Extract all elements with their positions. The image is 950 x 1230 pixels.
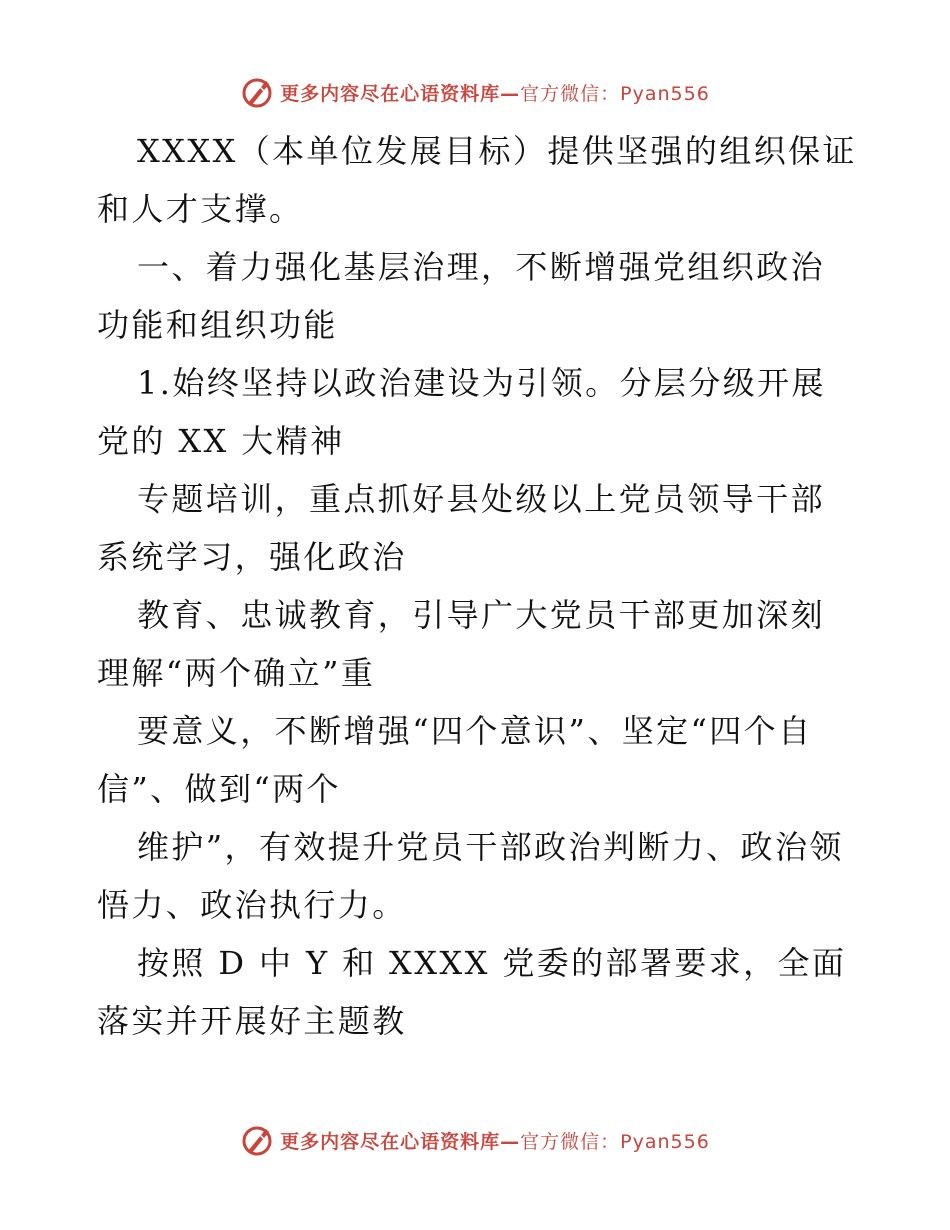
watermark-text: 更多内容尽在心语资料库—官方微信：Pyan556: [280, 1130, 710, 1153]
paragraph: 1.始终坚持以政治建设为引领。分层分级开展党的 XX 大精神: [97, 364, 826, 460]
paragraph: 要意义，不断增强“四个意识”、坚定“四个自信”、做到“两个: [97, 712, 813, 808]
quill-pen-logo-icon: [240, 75, 274, 109]
header-watermark: [0, 72, 950, 112]
paragraph: 专题培训，重点抓好县处级以上党员领导干部系统学习，强化政治: [97, 480, 826, 576]
quill-pen-logo-icon: [240, 1123, 274, 1157]
paragraph: 按照 D 中 Y 和 XXXX 党委的部署要求，全面落实并开展好主题教: [97, 944, 847, 1040]
document-body: [97, 122, 857, 1050]
paragraph: 教育、忠诚教育，引导广大党员干部更加深刻理解“两个确立”重: [97, 596, 826, 692]
watermark-text: 更多内容尽在心语资料库—官方微信：Pyan556: [280, 82, 710, 105]
paragraph: XXXX（本单位发展目标）提供坚强的组织保证和人才支撑。: [97, 132, 857, 228]
section-heading: 一、着力强化基层治理，不断增强党组织政治功能和组织功能: [97, 248, 826, 344]
footer-watermark: [0, 1120, 950, 1160]
paragraph: 维护”，有效提升党员干部政治判断力、政治领悟力、政治执行力。: [97, 828, 844, 924]
